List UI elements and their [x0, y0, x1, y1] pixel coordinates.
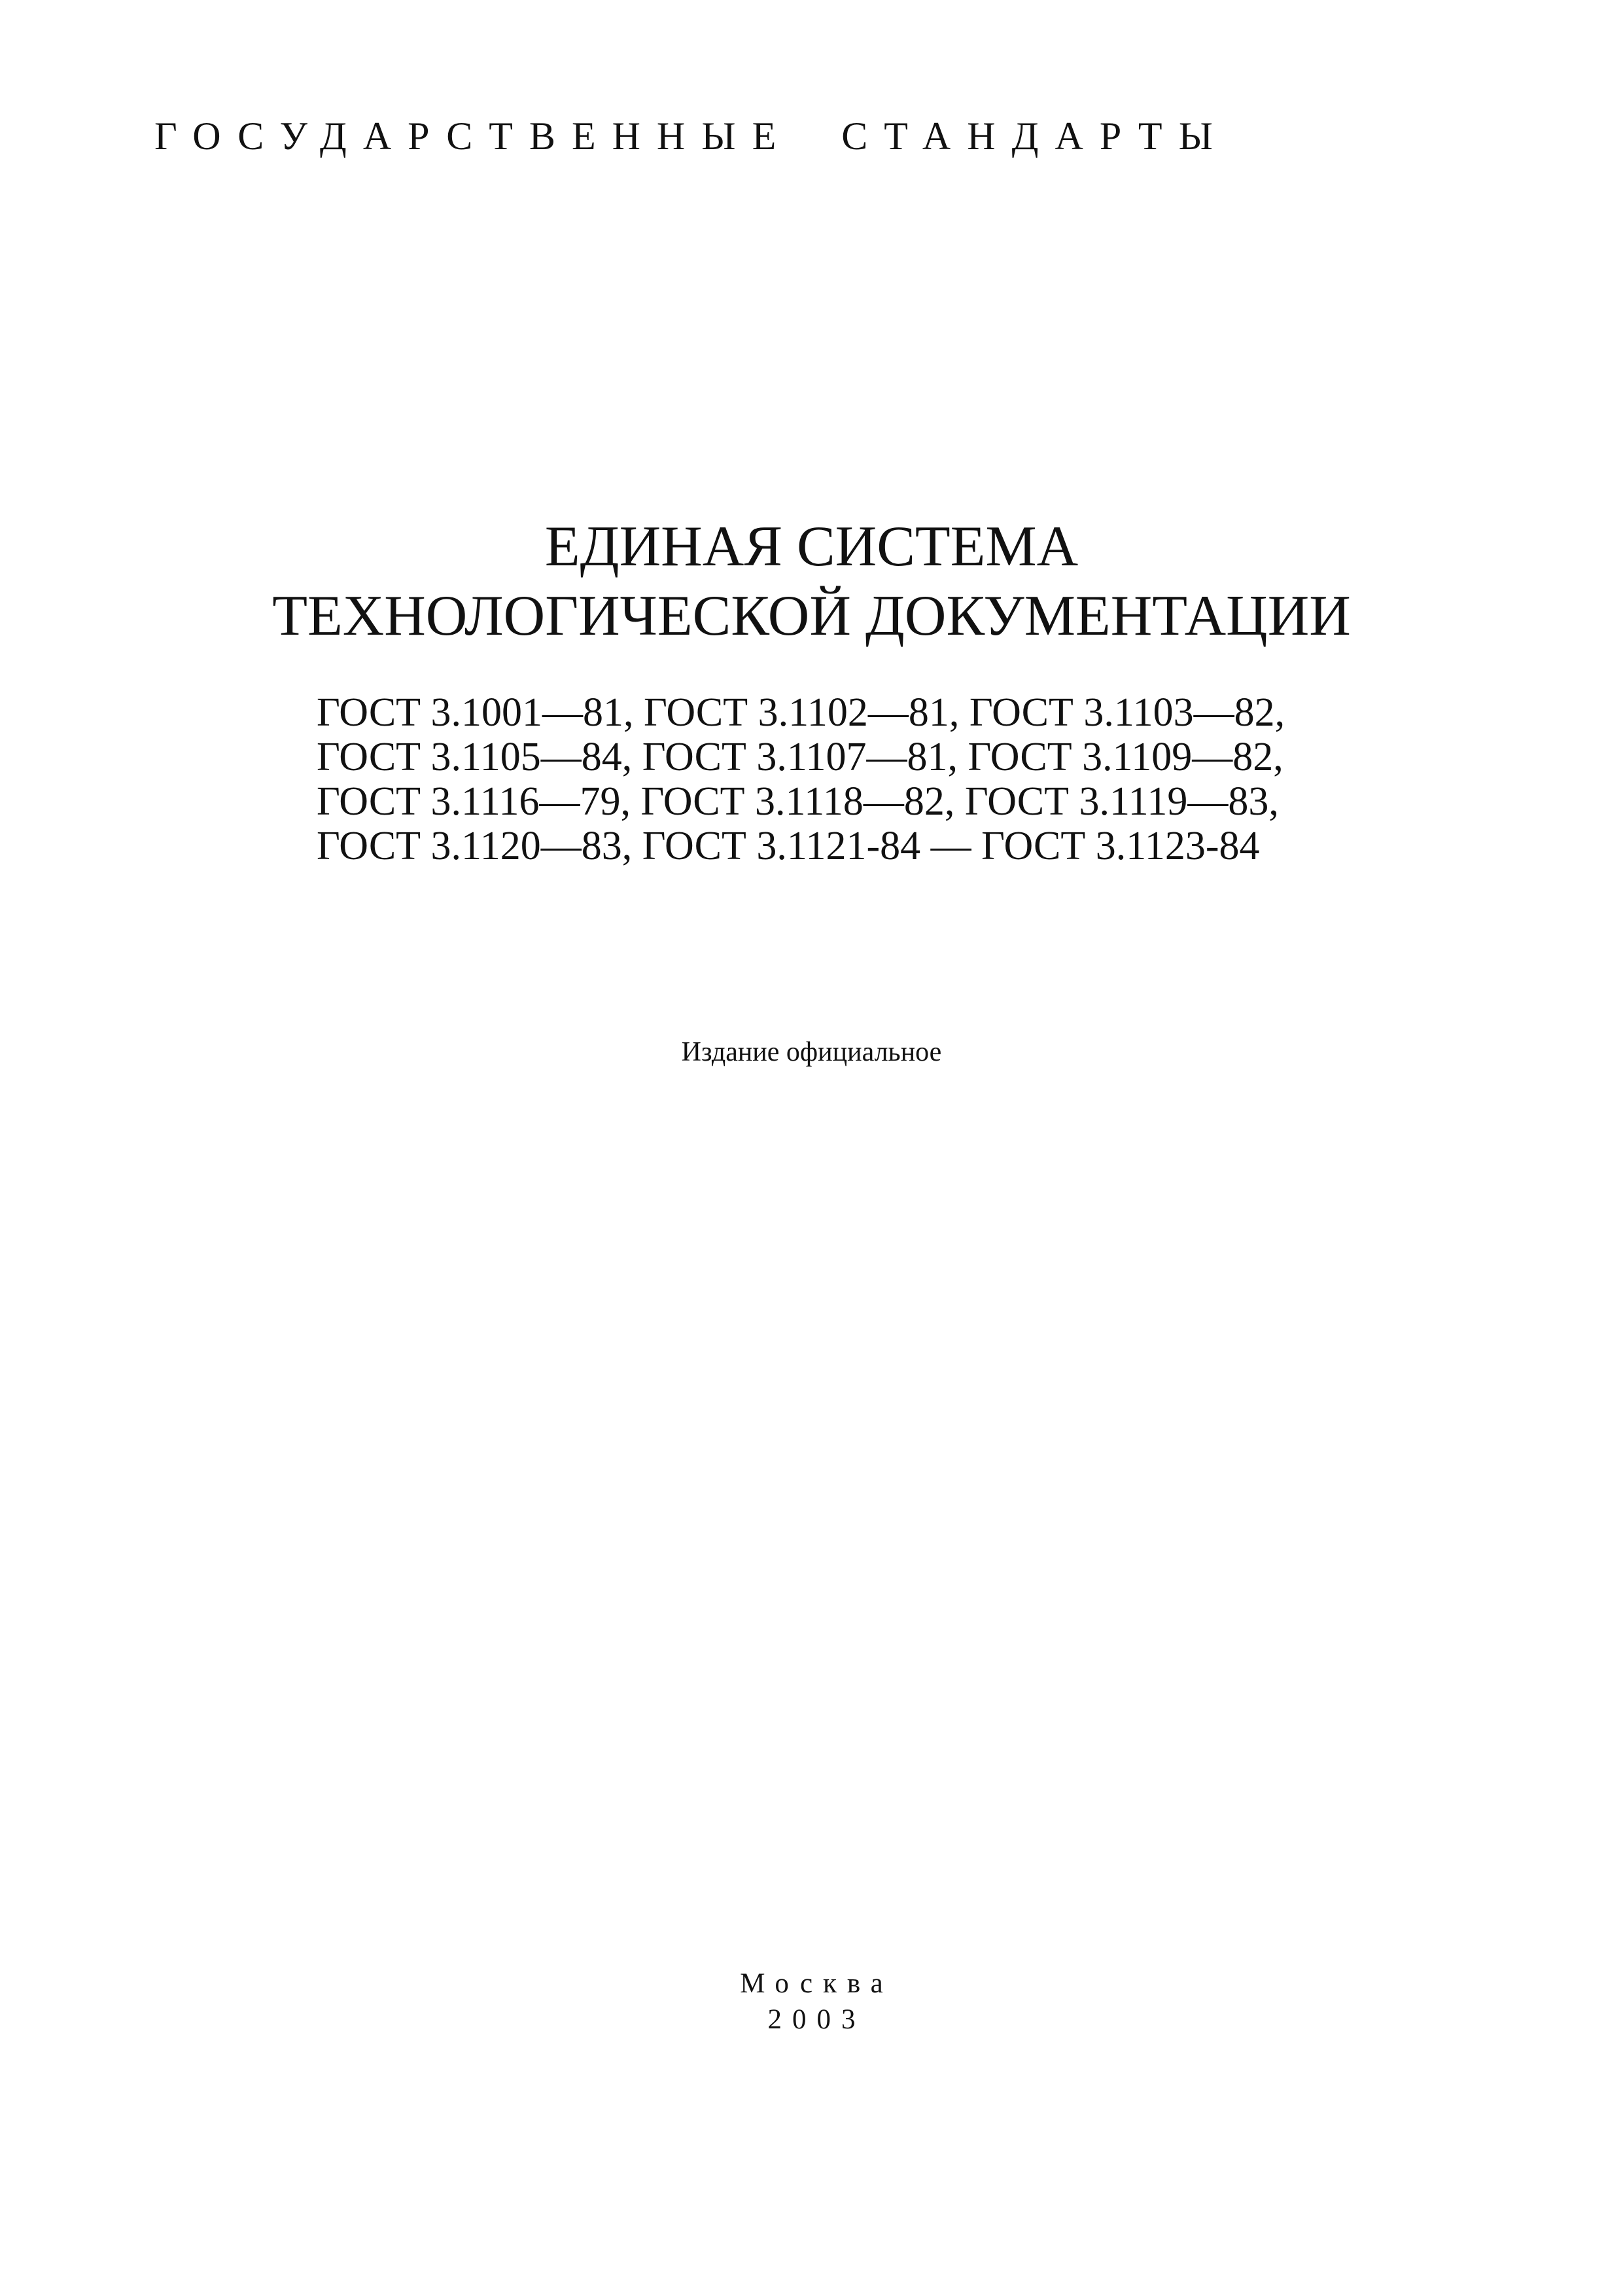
standards-line: ГОСТ 3.1116—79, ГОСТ 3.1118—82, ГОСТ 3.1119—83, [317, 779, 1279, 824]
series-header-word2: СТАНДАРТЫ [841, 115, 1229, 158]
imprint-city: Москва [740, 1968, 894, 1999]
standards-line: ГОСТ 3.1001—81, ГОСТ 3.1102—81, ГОСТ 3.1103—82, [317, 690, 1285, 735]
standards-list [317, 690, 1429, 868]
title-line-1: ЕДИНАЯ СИСТЕМА [544, 515, 1079, 578]
edition-note: Издание официальное [681, 1037, 942, 1067]
imprint [0, 1966, 1623, 2038]
standards-line: ГОСТ 3.1105—84, ГОСТ 3.1107—81, ГОСТ 3.1109—82, [317, 735, 1283, 779]
series-header [154, 110, 1489, 162]
series-header-word1: ГОСУДАРСТВЕННЫЕ [154, 115, 793, 158]
standards-line: ГОСТ 3.1120—83, ГОСТ 3.1121-84 — ГОСТ 3.1123-84 [317, 824, 1260, 868]
imprint-year: 2003 [767, 2004, 866, 2035]
document-title [0, 512, 1623, 651]
title-line-2: ТЕХНОЛОГИЧЕСКОЙ ДОКУМЕНТАЦИИ [272, 584, 1351, 648]
